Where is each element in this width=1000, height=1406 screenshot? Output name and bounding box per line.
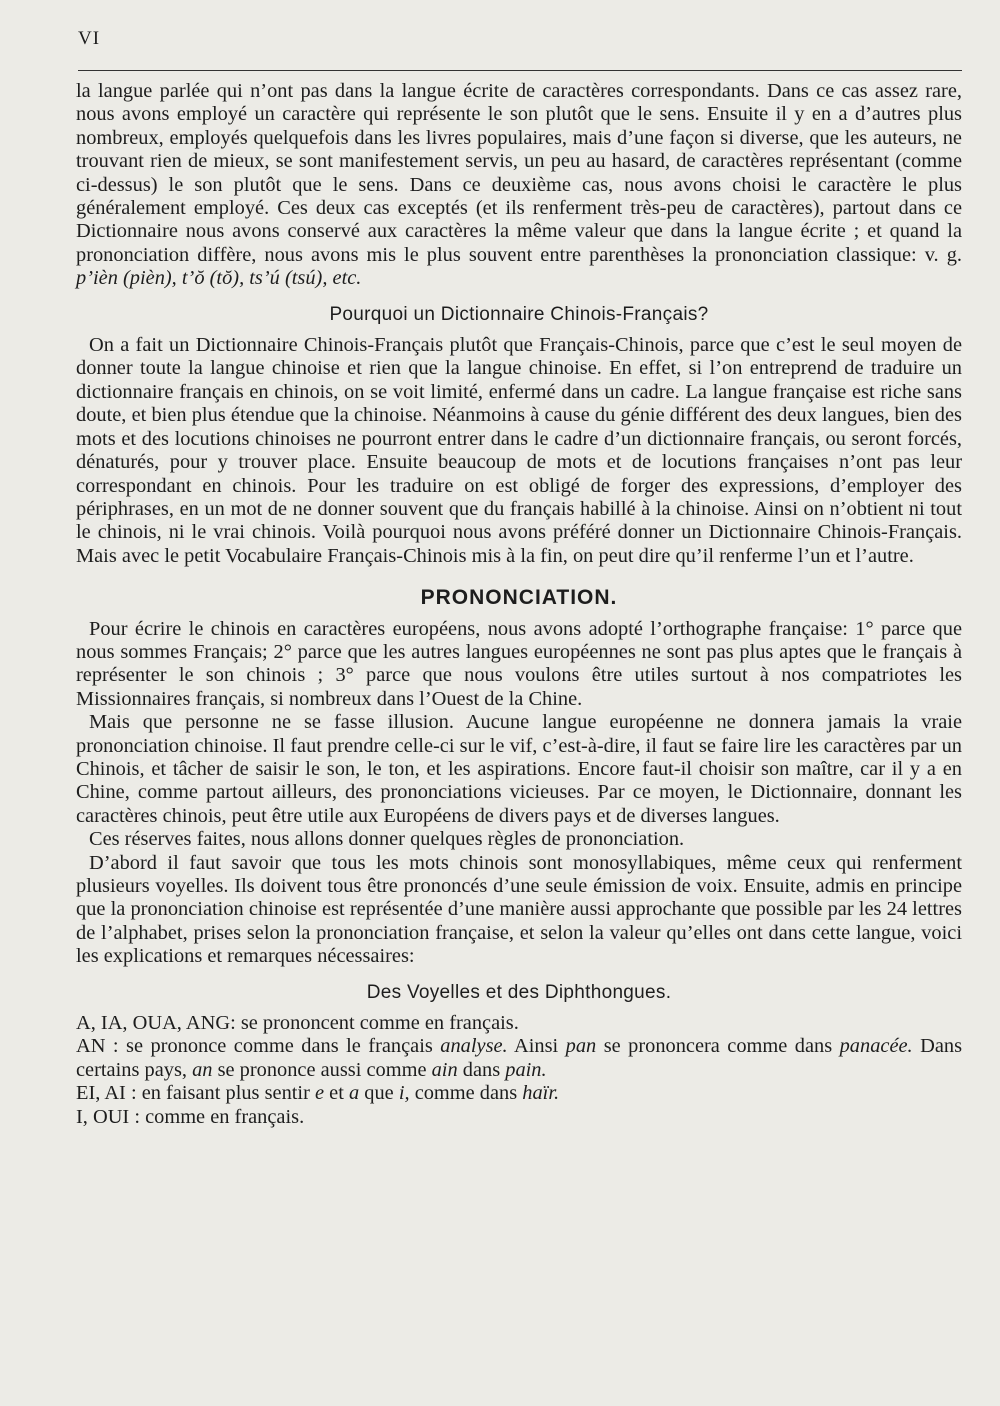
rule-term: I, OUI xyxy=(76,1105,130,1128)
rule-example: a xyxy=(348,1082,360,1105)
rule-example: analyse. xyxy=(440,1035,508,1058)
rule-entry-i xyxy=(76,1106,962,1129)
rule-example: pan xyxy=(565,1035,597,1058)
intro-examples: p’ièn (pièn), t’ŏ (tŏ), ts’ú (tsú), etc. xyxy=(76,267,362,290)
rule-example: ain xyxy=(431,1058,458,1081)
page-header xyxy=(78,22,962,74)
rule-text: que xyxy=(359,1082,399,1105)
rule-text: se prononce aussi comme xyxy=(212,1058,432,1081)
rule-text: comme dans xyxy=(409,1082,523,1105)
rule-example: panacée. xyxy=(839,1035,913,1058)
prononciation-paragraph-3: Ces réserves faites, nous allons donner quelques règles de prononciation. xyxy=(89,828,685,851)
rule-example: haïr. xyxy=(522,1082,560,1105)
section-heading-prononciation: PRONONCIATION. xyxy=(420,586,618,610)
rule-entry-an xyxy=(76,1035,962,1082)
prononciation-paragraph-2: Mais que personne ne se fasse illusion. Aucune langue européenne ne donnera jamais la vraie prononciation chinoise. Il faut prendre celle-ci sur le vif, c’est-à-dire, il faut se faire lire les caractères par un Chinois, et tâcher de saisir le son, le ton, et les aspirations. Encore faut-il choisir son maître, car il y a en Chine, comme partout ailleurs, des prononciations vicieuses. Par ce moyen, le Dictionnaire, donnant les caractères chinois, peut être utile aux Européens de divers pays et de diverses langues. xyxy=(76,711,962,827)
rule-example: pain. xyxy=(505,1058,547,1081)
rule-term: EI, AI xyxy=(76,1082,126,1105)
rule-entry-a xyxy=(76,1012,962,1035)
rule-text: : comme en français. xyxy=(129,1105,305,1128)
rule-text: : se prononcent comme en français. xyxy=(230,1012,519,1035)
rule-term: AN xyxy=(76,1035,106,1058)
rule-text: Dans certains pays, xyxy=(76,1035,963,1081)
rule-text: et xyxy=(324,1082,349,1105)
intro-paragraph xyxy=(76,80,962,291)
rule-text: Ainsi xyxy=(507,1035,566,1058)
rule-text: dans xyxy=(457,1058,506,1081)
why-paragraph: On a fait un Dictionnaire Chinois-Français plutôt que Français-Chinois, parce que c’est le seul moyen de donner toute la langue chinoise et rien que la langue chinoise. En effet, si l’on entreprend de traduire un dictionnaire français en chinois, on se voit limité, enfermé dans un cadre. La langue française est riche sans doute, et bien plus étendue que la chinoise. Néanmoins à cause du génie différent des deux langues, bien des mots et des locutions chinoises ne pourront entrer dans le cadre d’un dictionnaire français, ou seront forcés, dénaturés, pour y trouver place. Ensuite beaucoup de mots et de locutions françaises n’ont pas leur correspondant en chinois. Pour les traduire on est obligé de forger des expressions, d’employer des périphrases, en un mot de ne donner souvent que du français habillé à la chinoise. Ainsi on n’obtient ni tout le chinois, ni le vrai chinois. Voilà pourquoi nous avons préféré donner un Dictionnaire Chinois-Français. Mais avec le petit Vocabulaire Français-Chinois mis à la fin, on peut dire qu’il renferme l’un et l’autre. xyxy=(76,334,962,567)
rule-example: e xyxy=(315,1082,325,1105)
section-heading-voyelles: Des Voyelles et des Diphthongues. xyxy=(366,981,672,1003)
rule-text: se prononcera comme dans xyxy=(596,1035,840,1058)
intro-text: la langue parlée qui n’ont pas dans la langue écrite de caractères correspondants. Dans ce cas assez rare, nous avons employé un caractère qui représente le son plutôt que le sens. Ensuite il y en a d’autres plus nombreux, employés quelquefois dans les livres populaires, mais d’une façon si diverse, que les auteurs, ne trouvant rien de mieux, se sont manifestement servis, un peu au hasard, de caractères représentant (comme ci-dessus) le son plutôt que le sens. Dans ce deuxième cas, nous avons choisi le caractère le plus généralement employé. Ces deux cas exceptés (et ils renferment très-peu de caractères), partout dans ce Dictionnaire nous avons conservé aux caractères la même valeur que dans la langue écrite ; et quand la prononciation diffère, nous avons mis le plus souvent entre parenthèses la prononciation classique: v. g. xyxy=(76,80,962,266)
header-rule xyxy=(78,70,962,71)
prononciation-paragraph-4: D’abord il faut savoir que tous les mots chinois sont monosyllabiques, même ceux qui renferment plusieurs voyelles. Ils doivent tous être prononcés d’une seule émission de voix. Ensuite, admis en principe que la prononciation chinoise est représentée d’une manière aussi approchante que possible par les 24 lettres de l’alphabet, prises selon la prononciation française, et selon la valeur qu’elles ont dans cette langue, voici les explications et remarques nécessaires: xyxy=(76,851,962,968)
rule-entry-ei xyxy=(76,1082,962,1105)
rule-text: : en faisant plus sentir xyxy=(125,1082,315,1105)
rule-text: : se prononce comme dans le français xyxy=(105,1035,441,1058)
page-body xyxy=(76,80,962,1129)
section-heading-why: Pourquoi un Dictionnaire Chinois-Français? xyxy=(329,303,709,325)
rule-term: A, IA, OUA, ANG xyxy=(76,1012,231,1035)
rule-example: an xyxy=(192,1058,213,1081)
page-number: VI xyxy=(78,28,101,49)
prononciation-paragraph-1: Pour écrire le chinois en caractères européens, nous avons adopté l’orthographe française: 1° parce que nous sommes Français; 2° parce que les autres langues européennes ne sont pas plus aptes que le français à représenter le son chinois ; 3° parce que nous voulons être utiles surtout à nos compatriotes les Missionnaires français, si nombreux dans l’Ouest de la Chine. xyxy=(76,617,962,710)
rule-example: i, xyxy=(398,1082,410,1105)
